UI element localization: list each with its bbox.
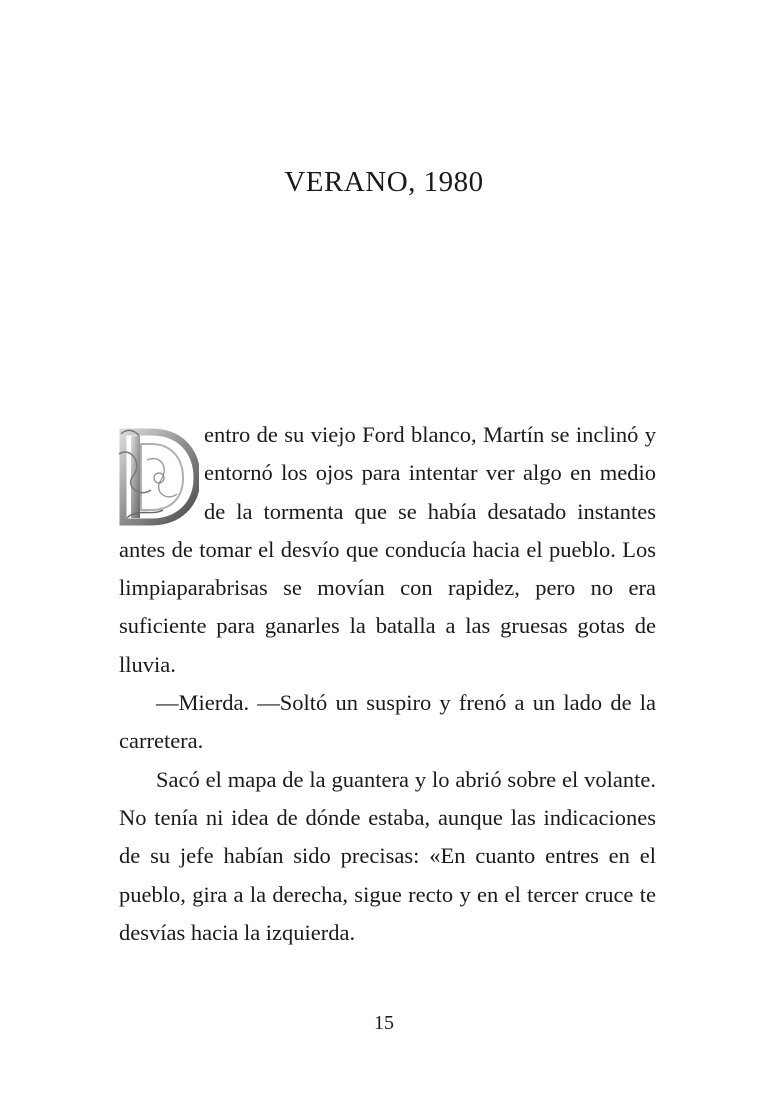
first-paragraph [119, 416, 656, 684]
page-number: 15 [374, 1012, 394, 1034]
chapter-title: VERANO, 1980 [284, 166, 484, 198]
ornamental-drop-cap-d [117, 424, 199, 528]
paragraph: —Mierda. —Soltó un suspiro y frenó a un lado de la carretera. [119, 690, 656, 754]
drop-cap-text: entro de su viejo Ford blanco, Martín se inclinó y entornó los ojos para intentar ver algo en medio de la tormenta que se había desatado instantes antes de tomar el desvío que conducía hacia el pueblo. Los limpiaparabrisas se movían con rapidez, pero no era suficiente para ganarles la batalla a las gruesas gotas de lluvia. [119, 422, 656, 677]
body-text [119, 416, 656, 952]
paragraph: Sacó el mapa de la guantera y lo abrió sobre el volante. No tenía ni idea de dónde estaba, aunque las indicaciones de su jefe habían sido precisas: «En cuanto entres en el pueblo, gira a la derecha, sigue recto y en el tercer cruce te desvías hacia la izquierda. [119, 766, 656, 945]
